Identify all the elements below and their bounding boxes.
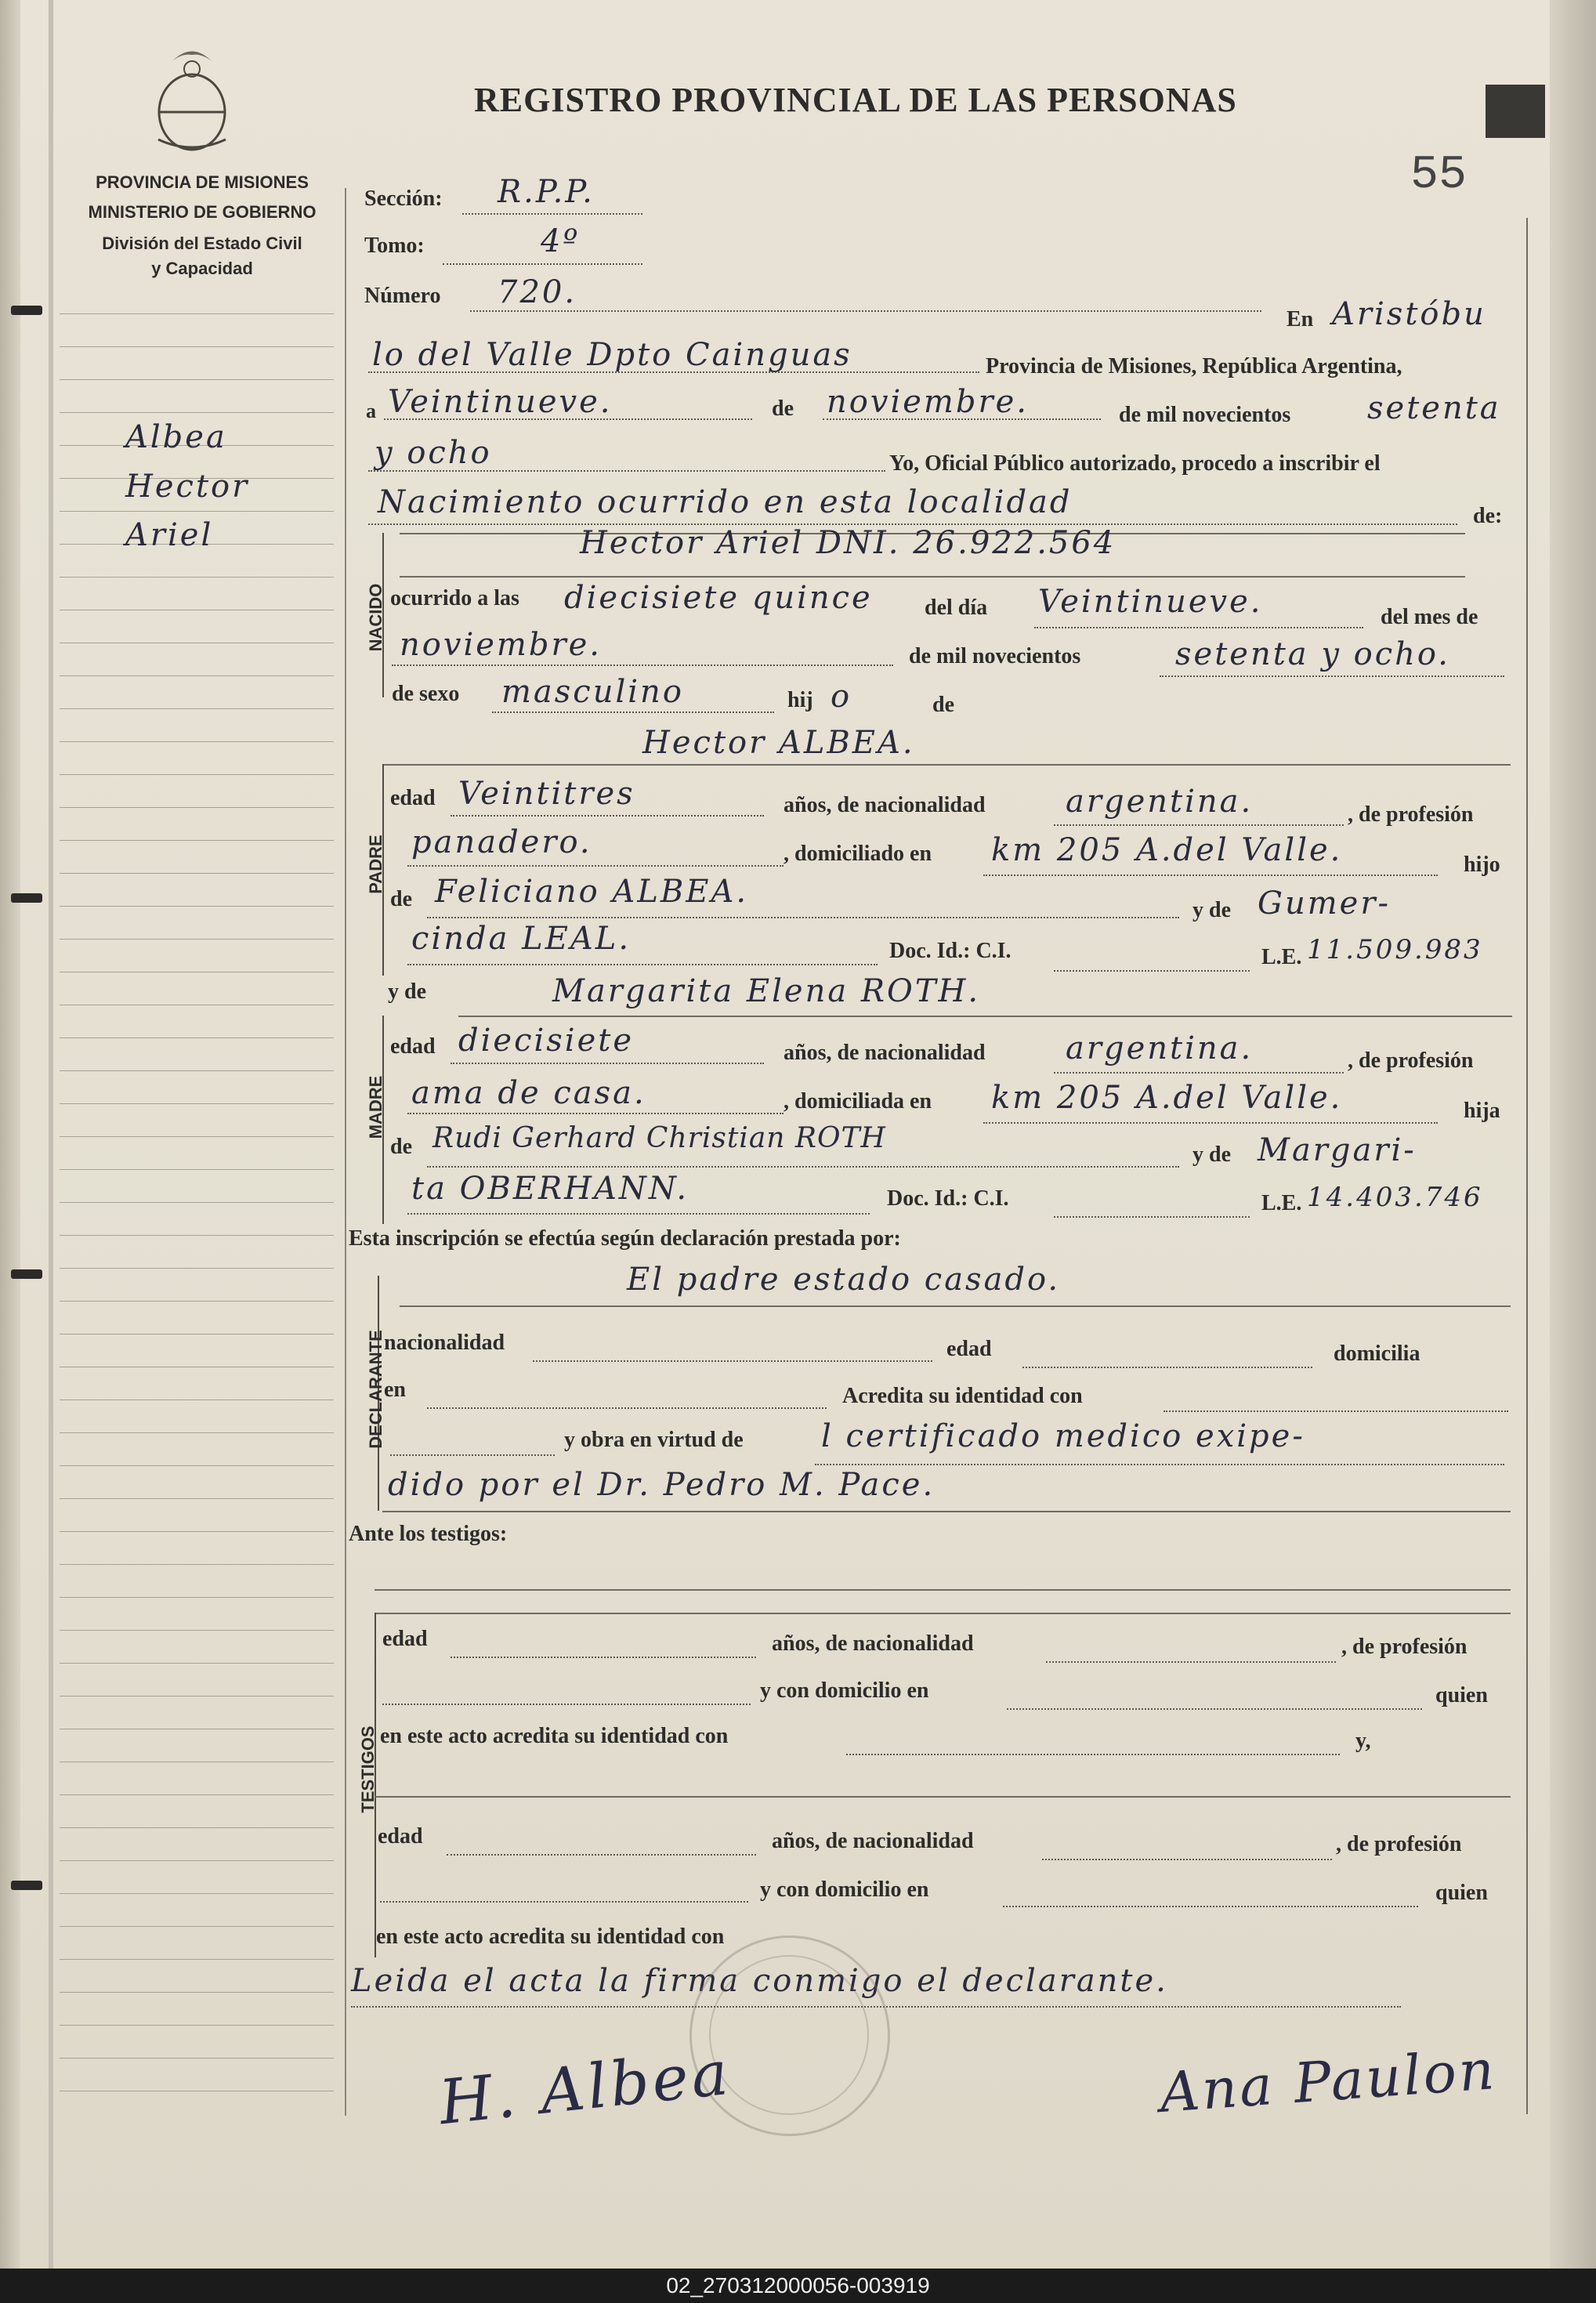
padre-y-de-label: y de (1192, 898, 1231, 922)
binder-ring (11, 1269, 42, 1279)
de-label: de (772, 397, 794, 421)
madre-de-label: de (390, 1135, 412, 1159)
margin-ruled-line (60, 1169, 334, 1170)
margin-note-second-name: Ariel (125, 517, 214, 553)
sexo-label: de sexo (392, 682, 460, 706)
testigo1-dom-underline (1007, 1708, 1422, 1710)
padre-name-rule (382, 764, 1511, 766)
margin-ruled-line (60, 379, 334, 380)
declarante-intro: Esta inscripción se efectúa según declaración prestada por: (349, 1226, 901, 1251)
madre-edad-underline (451, 1063, 764, 1064)
testigo1-quien-label: quien (1435, 1683, 1488, 1707)
column-divider (345, 188, 346, 2116)
seccion-label: Sección: (364, 186, 443, 211)
nacido-de-label: de (932, 693, 954, 717)
ribbon-mark (1486, 85, 1545, 138)
lugar-value-continued: lo del Valle Dpto Cainguas (372, 337, 852, 373)
hijo-label: hij (787, 688, 813, 712)
nacido-mil-label: de mil novecientos (909, 644, 1081, 668)
margin-ruled-line (60, 2058, 334, 2059)
sexo-underline (492, 712, 774, 713)
closing-text: Leida el acta la firma conmigo el declarante. (351, 1963, 1168, 1999)
madre-dom-underline (983, 1122, 1438, 1124)
sexo-value: masculino (501, 674, 684, 710)
tomo-label: Tomo: (364, 234, 425, 258)
margin-ruled-line (60, 1663, 334, 1664)
ministry-name: MINISTERIO DE GOBIERNO (88, 202, 317, 222)
abuela-materna-underline (407, 1213, 870, 1215)
padre-nombre: Hector ALBEA. (642, 725, 915, 761)
declarante-edad-underline (1022, 1367, 1312, 1368)
declarante-en-label: en (384, 1378, 406, 1402)
hijo-value: o (831, 679, 852, 715)
madre-nombre: Margarita Elena ROTH. (552, 973, 981, 1009)
margin-ruled-line (60, 1235, 334, 1236)
margin-ruled-line (60, 1630, 334, 1631)
abuela-paterna-value: Gumer- (1258, 885, 1391, 922)
testigo1-dom-label: y con domicilio en (760, 1678, 929, 1703)
padre-doc-underline (1054, 970, 1250, 972)
madre-nac-underline (1054, 1072, 1344, 1074)
anio-underline (368, 470, 885, 472)
declarante-nacionalidad-label: nacionalidad (384, 1331, 505, 1355)
numero-value: 720. (498, 274, 577, 310)
official-signature: Ana Paulon (1157, 2037, 1499, 2125)
margin-ruled-line (60, 2025, 334, 2026)
padre-doc-label: Doc. Id.: C.I. (889, 939, 1012, 963)
margin-ruled-line (60, 1103, 334, 1104)
nacido-dia-value: Veintinueve. (1038, 584, 1263, 620)
right-border (1526, 218, 1528, 2114)
margin-ruled-line (60, 1202, 334, 1203)
madre-doc-underline (1054, 1216, 1250, 1218)
padre-edad-label: edad (390, 786, 436, 810)
margin-ruled-line (60, 1037, 334, 1038)
testigos-top-rule (375, 1589, 1511, 1591)
binder-ring (11, 893, 42, 903)
margin-ruled-line (60, 1498, 334, 1499)
abuela-paterna-value-continued: cinda LEAL. (411, 921, 632, 957)
abuelo-paterno-underline (427, 917, 1179, 918)
margin-ruled-line (60, 675, 334, 676)
de-colon: de: (1473, 504, 1503, 528)
declarante-obra-label: y obra en virtud de (564, 1428, 744, 1452)
padre-dom-value: km 205 A.del Valle. (991, 832, 1343, 868)
testigo2-dom-underline (1003, 1906, 1418, 1907)
madre-dom-label: , domiciliada en (784, 1089, 932, 1113)
argentine-coat-of-arms-icon (149, 38, 235, 155)
abuelo-materno-value: Rudi Gerhard Christian ROTH (432, 1122, 886, 1154)
a-label: a (366, 400, 376, 422)
madre-y-de2-label: y de (1192, 1142, 1231, 1167)
dia-value: Veintinueve. (388, 384, 613, 420)
testigos-top-rule-2 (375, 1613, 1511, 1614)
seccion-value: R.P.P. (498, 174, 595, 210)
padre-le-label: L.E. (1261, 945, 1302, 969)
mil-label: de mil novecientos (1119, 403, 1291, 427)
acto-value: Nacimiento ocurrido en esta localidad (378, 484, 1073, 520)
document-title: REGISTRO PROVINCIAL DE LAS PERSONAS (474, 81, 1237, 119)
margin-ruled-line (60, 1136, 334, 1137)
testigo2-dom-label: y con domicilio en (760, 1878, 929, 1902)
testigos-intro: Ante los testigos: (349, 1522, 508, 1546)
madre-dom-value: km 205 A.del Valle. (991, 1080, 1343, 1116)
testigo1-edad-underline (451, 1657, 756, 1658)
declarante-acredita-label: Acredita su identidad con (842, 1384, 1083, 1408)
madre-prof-value: ama de casa. (411, 1075, 646, 1111)
madre-edad-value: diecisiete (458, 1023, 635, 1059)
padre-prof-underline (407, 865, 784, 867)
division-capacity: y Capacidad (151, 259, 253, 278)
padre-nac-value: argentina. (1066, 784, 1254, 820)
margin-ruled-line (60, 577, 334, 578)
provincia-text: Provincia de Misiones, República Argentina, (986, 354, 1402, 378)
declarante-obra-value-continued: dido por el Dr. Pedro M. Pace. (388, 1467, 936, 1503)
nacido-name-rule (400, 576, 1465, 578)
padre-le-value: 11.509.983 (1307, 934, 1483, 965)
abuelo-paterno-value: Feliciano ALBEA. (435, 874, 749, 910)
declarante-bottom-rule (382, 1511, 1511, 1512)
nacido-dia-underline (1034, 627, 1363, 628)
anio-value: setenta (1367, 390, 1501, 426)
nacido-anio-underline (1160, 675, 1504, 677)
madre-edad-label: edad (390, 1034, 436, 1059)
margin-ruled-line (60, 1992, 334, 1993)
declarante-name-rule (400, 1305, 1511, 1307)
nacido-nombre: Hector Ariel DNI. 26.922.564 (580, 525, 1116, 561)
margin-ruled-line (60, 1301, 334, 1302)
margin-ruled-line (60, 906, 334, 907)
testigo1-y-label: y, (1355, 1729, 1371, 1753)
declarante-doc-underline (390, 1454, 555, 1456)
declarante-label: DECLARANTE (366, 1330, 385, 1449)
tomo-value: 4º (541, 223, 581, 259)
hora-value: diecisiete quince (564, 580, 873, 616)
binder-ring (11, 306, 42, 315)
padre-de-label: de (390, 887, 412, 911)
margin-ruled-line (60, 1564, 334, 1565)
binder-ring (11, 1881, 42, 1890)
margin-ruled-line (60, 774, 334, 775)
right-page-edge (1550, 0, 1596, 2269)
seccion-underline (462, 213, 642, 215)
madre-le-value: 14.403.746 (1307, 1182, 1483, 1213)
margin-note-first-name: Hector (125, 469, 250, 505)
margin-ruled-line (60, 741, 334, 742)
madre-prof-underline (407, 1113, 784, 1114)
dia-underline (384, 418, 752, 420)
testigo1-acredita-label: en este acto acredita su identidad con (380, 1724, 729, 1748)
madre-le-label: L.E. (1261, 1191, 1302, 1215)
testigo1-nac-label: años, de nacionalidad (772, 1631, 974, 1656)
declarante-domicilia-label: domicilia (1334, 1342, 1420, 1366)
margin-ruled-line (60, 313, 334, 314)
numero-label: Número (364, 284, 441, 308)
margin-ruled-line (60, 412, 334, 413)
nacido-anio-value: setenta y ocho. (1175, 636, 1450, 672)
madre-nac-label: años, de nacionalidad (784, 1041, 986, 1065)
margin-ruled-line (60, 1531, 334, 1532)
nacido-mes-value: noviembre. (400, 627, 602, 663)
declarante-nacionalidad-underline (533, 1360, 932, 1362)
margin-ruled-line (60, 346, 334, 347)
padre-nac-label: años, de nacionalidad (784, 793, 986, 817)
ocurrido-label: ocurrido a las (390, 586, 519, 610)
official-stamp-inner-ring (709, 1955, 869, 2115)
abuela-paterna-underline (407, 964, 878, 965)
testigo1-edad-label: edad (382, 1627, 428, 1651)
declarant-signature: H. Albea (436, 2037, 735, 2139)
margin-ruled-line (60, 1070, 334, 1071)
book-spine (0, 0, 20, 2269)
margin-ruled-line (60, 873, 334, 874)
tomo-underline (443, 263, 642, 265)
testigo2-edad-underline (447, 1854, 756, 1856)
image-id-footer: 02_270312000056-003919 (0, 2269, 1596, 2303)
declarante-obra-value: l certificado medico exipe- (821, 1418, 1305, 1454)
testigo2-acredita-label: en este acto acredita su identidad con (376, 1925, 725, 1949)
lugar-underline (368, 371, 979, 373)
declarante-en-underline (427, 1407, 827, 1409)
oficial-text: Yo, Oficial Público autorizado, procedo a inscribir el (889, 451, 1381, 476)
testigo2-quien-label: quien (1435, 1881, 1488, 1905)
padre-nac-underline (1054, 824, 1344, 826)
en-label: En (1287, 307, 1314, 331)
margin-ruled-line (60, 1465, 334, 1466)
page-number: 55 (1410, 149, 1468, 202)
page-edge (49, 0, 53, 2269)
testigo2-nac-label: años, de nacionalidad (772, 1829, 974, 1853)
division-name: División del Estado Civil (102, 234, 302, 253)
del-dia-label: del día (925, 596, 988, 620)
madre-hija-label: hija (1464, 1099, 1500, 1123)
testigo-separator-rule (375, 1796, 1511, 1798)
margin-ruled-line (60, 1268, 334, 1269)
nacido-label: NACIDO (366, 583, 385, 652)
margin-ruled-line (60, 1893, 334, 1894)
margin-ruled-line (60, 1827, 334, 1828)
mes-underline (823, 418, 1101, 420)
madre-nac-value: argentina. (1066, 1030, 1254, 1066)
del-mes-label: del mes de (1381, 605, 1478, 629)
padre-prof-value: panadero. (411, 824, 592, 860)
declarante-edad-label: edad (946, 1337, 992, 1361)
numero-underline (470, 310, 1261, 312)
margin-ruled-line (60, 1959, 334, 1960)
testigo2-edad-label: edad (378, 1824, 423, 1849)
margin-ruled-line (60, 1794, 334, 1795)
abuela-materna-value: Margari- (1258, 1132, 1417, 1168)
padre-edad-value: Veintitres (458, 776, 635, 812)
margin-ruled-line (60, 840, 334, 841)
margin-ruled-line (60, 1597, 334, 1598)
mes-value: noviembre. (827, 384, 1029, 420)
testigo2-prof-label: , de profesión (1336, 1832, 1462, 1856)
testigo2-prof-underline (380, 1901, 748, 1903)
declarante-obra-underline (815, 1464, 1504, 1465)
margin-ruled-line (60, 939, 334, 940)
abuela-materna-value-continued: ta OBERHANN. (411, 1171, 689, 1207)
margin-ruled-line (60, 708, 334, 709)
margin-ruled-line (60, 1432, 334, 1433)
margin-ruled-line (60, 807, 334, 808)
madre-doc-label: Doc. Id.: C.I. (887, 1186, 1009, 1211)
declarante-nombre: El padre estado casado. (627, 1262, 1061, 1298)
testigo1-prof-label: , de profesión (1341, 1635, 1468, 1659)
padre-edad-underline (451, 815, 764, 817)
padre-dom-label: , domiciliado en (784, 842, 932, 866)
padre-prof-label: , de profesión (1348, 802, 1474, 827)
padre-label: PADRE (366, 835, 385, 894)
province-name: PROVINCIA DE MISIONES (96, 172, 309, 192)
testigo2-nac-underline (1042, 1859, 1332, 1860)
abuelo-materno-underline (427, 1166, 1179, 1168)
madre-name-rule (458, 1016, 1512, 1017)
testigo1-nac-underline (1046, 1661, 1336, 1663)
testigo1-prof-underline (382, 1704, 751, 1705)
padre-hijo-label: hijo (1464, 853, 1500, 877)
madre-y-de-label: y de (388, 979, 426, 1004)
padre-dom-underline (983, 874, 1438, 876)
margin-ruled-line (60, 1926, 334, 1927)
madre-prof-label: , de profesión (1348, 1048, 1474, 1073)
margin-ruled-line (60, 511, 334, 512)
testigo1-acredita-underline (846, 1754, 1340, 1755)
nacido-mes-underline (392, 664, 893, 666)
lugar-value: Aristóbu (1332, 296, 1486, 332)
anio-value-continued: y ocho (375, 435, 492, 471)
madre-label: MADRE (366, 1075, 385, 1139)
declarante-acredita-underline (1164, 1410, 1508, 1412)
margin-note-surname: Albea (125, 419, 227, 455)
margin-ruled-line (60, 1860, 334, 1861)
testigos-label: TESTIGOS (358, 1725, 378, 1813)
